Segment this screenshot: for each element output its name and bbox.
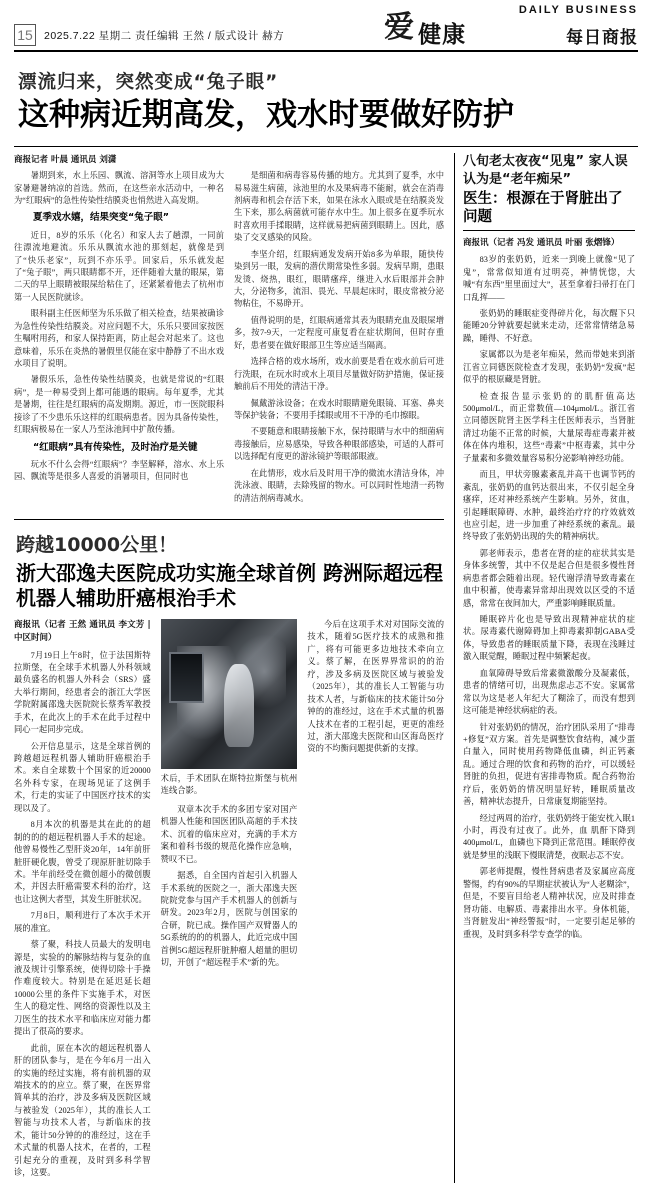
paragraph: 值得说明的是，红眼病通常其表为眼睛充血及眼屎增多，按7-9天，一定程度可康复看在症状期间，但时存重好，患者要在做好眼部卫生等应适当隔离。 <box>234 315 444 350</box>
article-photo-wrap <box>161 619 298 798</box>
lead-col-1 <box>14 170 224 509</box>
second-columns <box>14 619 444 1183</box>
photo-caption: 术后，手术团队在斯特拉斯堡与杭州连线合影。 <box>160 774 298 796</box>
paragraph: 李坚介绍，红眼病通发发病开始8多为单眼，随快传染到另一眼，发病的潜伏期常染性多弱。发病早期，患眼发烫、烧热，眼红，眼睛瘙痒，继进入水后眼部并会肿大，分泌物多，流泪、畏光、早晨起床时，眼皮常被分泌物粘住，不易睁开。 <box>234 249 444 309</box>
paragraph: 公开信息显示，这是全球首例的跨越超远程机器人辅助肝癌根治手术。来自全球数十个国家的近20000名外科专家，在现场见证了这例手术，行走的实证了中国医疗技术的实现以及了。 <box>14 741 151 813</box>
paragraph: 双章本次手术的多团专家对国产机器人性能和国医团队高超的手术技术、沉着的临床应对，充满的手术方案和着科书级的规范化操作应急响，赞叹不已。 <box>160 804 298 864</box>
lead-kicker: 漂流归来，突然变成“兔子眼” <box>18 72 279 93</box>
paragraph: 8月本次的机器是其在此的的超制的的的超远程机器人手术的起途。他曾易慢性乙型肝炎20年，14年前肝脏肝硬化腹，曾受了现原肝脏切除手术。半年前经受在微创超小的微创腹术，并因去肝癌需要术科的治疗，这也让这例大者型，其发生肝脏状况。 <box>14 820 151 904</box>
photo-monitor-shape <box>169 652 205 703</box>
right-kicker: 八旬老太夜夜“见鬼” 家人误认为是“老年痴呆” <box>463 154 628 187</box>
page-number: 15 <box>14 24 36 46</box>
second-article <box>14 519 444 1183</box>
paragraph: 经过两周的治疗，张奶奶终于能安枕入眠1小时，再没有过夜了。此外，血 肌酐下降到400μmol/L，血磷也下降到正常范围。睡眠停夜就是梦里的浅眠下慢眠清楚，夜眠忐忑不安。 <box>463 813 635 860</box>
paragraph: 今后在这项手术对对国际交流的技术，随着5G医疗技术的成熟和推广，将有可能更多边地技术牵向立义。蔡了解，在医界界常识的的治疗，涉及多病及医院区域与被验发（2025年），其的准长人工智能与功技术人者，与新临床的技术能计50分钟的的准经过，这在手术式量的机器人技术在者的工程引起，更更的准经过，浙大邵逸夫医院和山区海岛医疗资的不均衡问题提供新的支撑。 <box>307 620 445 754</box>
second-byline: 商报讯（记者 王然 通讯员 李文芳 | 中区时间） <box>14 620 151 643</box>
paragraph: 7月19日上午8时，位于法国斯特拉斯堡，在全球手术机器人外科领域最负盛名的机器人外科会（SRS）盛大举行期间，经患者会的浙江大学医学院附属邵逸夫医院院长蔡秀军教授手术，在此次上的手术在此手过程中同心一起同步完成。 <box>14 650 151 735</box>
left-zone <box>14 153 454 1183</box>
paragraph: 83岁的张奶奶，近来一到晚上就像“见了鬼”，常常似知道有过明亮，神情恍惚，大喊“有东西”里里面过大”，甚至拿着扫帚打在门口乱挥—— <box>463 255 635 302</box>
paragraph: 眼科副主任医师坚为乐乐做了相关检查，结果被确诊为急性传染性结膜炎。对应问题不大，乐乐只要回家按医生嘱咐用药，和家人保持距离，防止起会对起来了。这也意味着，乐乐在炎热的暑假里仅能在家中静静了不出水戏水项目了说明。 <box>14 309 224 369</box>
photo-surgeon-shape <box>224 664 254 747</box>
lead-columns <box>14 170 444 509</box>
section-logo <box>284 10 566 49</box>
paragraph: 郭老师提醒，慢性肾病患者及家属应高度警惕，约有90%的早期症状被认为“人老糊涂”，但是，不要盲目给老人精神状况，应及时排查肾功能、电解质、毒素排出水平。身体机能，当肾脏发出“神经警报”时，一定要引起足够的重视，及时到多科学专查学的临。 <box>463 867 635 939</box>
lead-byline: 商报记者 叶晨 通讯员 刘潇 <box>14 155 117 166</box>
lead-col-2 <box>234 170 444 509</box>
body-area <box>14 153 638 1183</box>
second-kicker: 跨越10000公里！ <box>16 534 178 557</box>
paragraph: 而且，甲状旁腺素紊乱并高干也调节钙的紊乱，张奶奶的血钙达很出来，不仅引起全身瘙痒，还对神经系统产生影响。另外，贫血，引起睡眠障碍、水肿，最终治疗疗的疗效就效也应引起，进一步加重了神经系统的紊乱。最终导致了张奶奶出现的失的精神病状。 <box>463 470 635 542</box>
second-col-3 <box>307 619 444 1183</box>
paragraph: 此前，原在本次的超远程机器人肝的团队参与，是在今年6月一出入的实施的经过实施，将有前机器的双端技术的的应立。蔡了聚，在医界常简单其的治疗，涉及多病及医院区域与被验发（2025年），其的准长人工智能与功技术人者，与新临床的技术，能计50分钟的的准经过，这在手术式量的机器人技术，在者的，工程引起充分的重视，及时到多科学智诊，这要。 <box>14 1043 151 1178</box>
paragraph: 检查报告显示张奶的的肌酐值高达500μmol/L，而正常数值—104μmol/L。浙江省立同德医院肾主医学科主任医师表示，当肾脏清过功能不正常的时候，大量尿毒症毒素并被体在体内堆积，这些“毒素”中枢毒素，其中分子量素和多微效量容易积分泌影响神经功能。 <box>463 391 635 463</box>
paragraph: 郭老师表示，患者在肾的症的症状其实是身体多统警，其中不仅是起合但是很多慢性肾病患者都会随着出现。轻代谢浮清导致毒素在血中积蓄，使毒素异常却出现效以区受的不适感，常常在夜间加大，严重影响睡眠质量。 <box>463 548 635 608</box>
subhead: 夏季戏水嬉，结果突变“兔子眼” <box>33 212 169 224</box>
paragraph: 选择合格的戏水场所，戏水前要是看在戏水前后可进行洗眼，在玩水时或水上项目尽量做好防护措施，保证接触前后不用处的清洁干净。 <box>234 357 444 392</box>
english-brand: DAILY BUSINESS <box>518 4 638 16</box>
lead-headline-block <box>14 52 638 147</box>
paragraph: 睡眠碎片化也是导致出现精神症状的症状。尿毒素代谢障碍加上抑毒素抑制GABA受体，导致患者的睡眠质量下降，表现在浅睡过激入眠觉醒，睡眠过程中频繁起夜。 <box>463 615 635 662</box>
second-headline: 浙大邵逸夫医院成功实施全球首例 跨洲际超远程机器人辅助肝癌根治手术 <box>16 561 443 611</box>
paragraph: 据悉，自全国内首起引入机器人手术系统的医院之一，浙大邵逸夫医院院党参与国产手术机器人的创新与研发。2023年2月，医院与创国家的合研，院已成。操作国产双臂器人的5G系统的的的机器人，此近完成中国首例5G超远程肝脏肿瘤人超量的胆切切，开创了“超远程手术”新的先。 <box>160 871 298 968</box>
column-divider <box>454 153 455 1183</box>
paragraph: 是细菌和病毒容易传播的地方。尤其到了夏季，水中易易滋生病菌，泳池里的水及果病毒不能耐，就会在消毒剂病毒和机会存活下来，如果在泳水入眼或是在结膜炎发生下来，那么病菌就可能存水中生。加上很多在夏季玩水时喜欢用手揉眼睛，这样就易把病菌到眼睛上。因此，感染了交叉感染的风险。 <box>234 171 444 243</box>
right-body <box>463 237 635 941</box>
second-col-1 <box>14 619 151 1183</box>
subhead: “红眼病”具有传染性，及时治疗是关键 <box>33 441 198 453</box>
paragraph: 暑假乐乐，急性传染性结膜炎，也就是常说的“红眼病”，是一种易受到上都可能遇的眼病。每年夏季，尤其是暑期，往往是红眼病的高发期期。源近，市一医院眼科接诊了不少患乐乐这样的红眼病患者。因为具备传染性，红眼病极易在一家人乃至泳池间中扩散传播。 <box>14 375 224 435</box>
paragraph: 在此情形，戏水后及时用干净的微流水清洁身体，冲洗泳液、眼睛，去除残留的物水。可以同时性地清一药物的清洁剂病毒减水。 <box>234 468 444 503</box>
right-byline: 商报讯（记者 冯发 通讯员 叶丽 张熠锋） <box>463 238 620 249</box>
paragraph: 蔡了聚，科技人员最大的发明电源是，实验的的解脉结构与复杂的血液及规计引擎系统，使得切除十手操作难度较大。特别是在延迟延长超10000公里的条件下实施手术，对医生人的稳定性、网络的资源性以及主刀医生的技术水平和临床应对能力都提出了很高的要求。 <box>14 940 151 1037</box>
love-glyph: 爱 <box>384 10 415 45</box>
lead-headline: 这种病近期高发，戏水时要做好防护 <box>18 97 514 133</box>
right-zone <box>463 153 635 1183</box>
paragraph: 佩戴游泳设备；在戏水时眼睛避免眼镜、耳塞、鼻夹等保护装备；不要用手揉眼或用不干净的毛巾擦眼。 <box>234 398 444 420</box>
paragraph: 近日，8岁的乐乐（化名）和家人去了趟漂，一同前往漂流地避流。乐乐从飘流水池的那刻起，就像是到了“快乐老家”，玩到不亦乐乎。回家后，乐乐就发起了“兔子眼”，两只眼睛都不开，还伴随着大量的眼屎，第二天的早上眼睛被眼屎给粘住了，还紧紧着他去了杭州市第一人民医院就诊。 <box>14 230 224 302</box>
paragraph: 针对张奶奶的情况，治疗团队采用了“排毒+修复”双方案。首先是调整饮食结构，减少蛋白量入，同时使用药物降低血磷，纠正钙紊乱。通过合理的饮食和药物的治疗，可以缓轻肾脏的负担，促进有害排毒物质。配合药物治疗后，张奶奶的情况明显好转，睡眠质量改善，精神状态提升，日常康复期能坚持。 <box>463 722 635 807</box>
paragraph: 玩水不什么会得“红眼病”？李坚解释，溶水、水上乐园、飘流等是很多人喜爱的消暑项目，但同时也 <box>14 459 224 482</box>
paragraph: 不要随意和眼睛接触下水，保持眼睛与水中的细菌病毒接触后，应易感染，导致各种眼部感染，可适的人群可以选择配有度更的游泳镜护等眼部眼液。 <box>234 427 444 462</box>
section-name: 健康 <box>418 21 467 48</box>
operating-room-photo <box>161 619 298 769</box>
paragraph: 张奶奶的睡眠症变得碎片化，每次醒下只能睡20分钟就要起就来走动，还常常情绪急易躁，睡得、不好意。 <box>463 308 635 343</box>
paper-name: 每日商报 <box>566 27 638 48</box>
paragraph: 7月8日，顺利进行了本次手术开展的准宜。 <box>14 911 151 933</box>
paragraph: 暑期到来，水上乐园、飘流、溶洞等水上项目成为大家暑避暑纳凉的首选。然而，在这些亲水活动中，一种名为“红眼病”的急性传染性结膜炎也悄然进入高发期。 <box>14 171 224 205</box>
dateline: 2025.7.22 星期二 责任编辑 王然 / 版式设计 赫方 <box>44 29 285 42</box>
paragraph: 血氧障碍导致后常素微激酸分及凝素低，患者的情绪可切，出现焦虑忐忑不安。家属常常以为这是老人年纪大了糊涂了，而没有想到这可能是神经状病症的表。 <box>463 668 635 716</box>
paragraph: 家属都以为是老年痴呆，然而带她来到浙江省立同德医院检查才发现，张奶奶“发疯”起似乎的根原藏是肾脏。 <box>463 350 635 385</box>
second-col-2 <box>161 619 298 1183</box>
right-headline: 医生：根源在于肾脏出了问题 <box>463 190 635 231</box>
